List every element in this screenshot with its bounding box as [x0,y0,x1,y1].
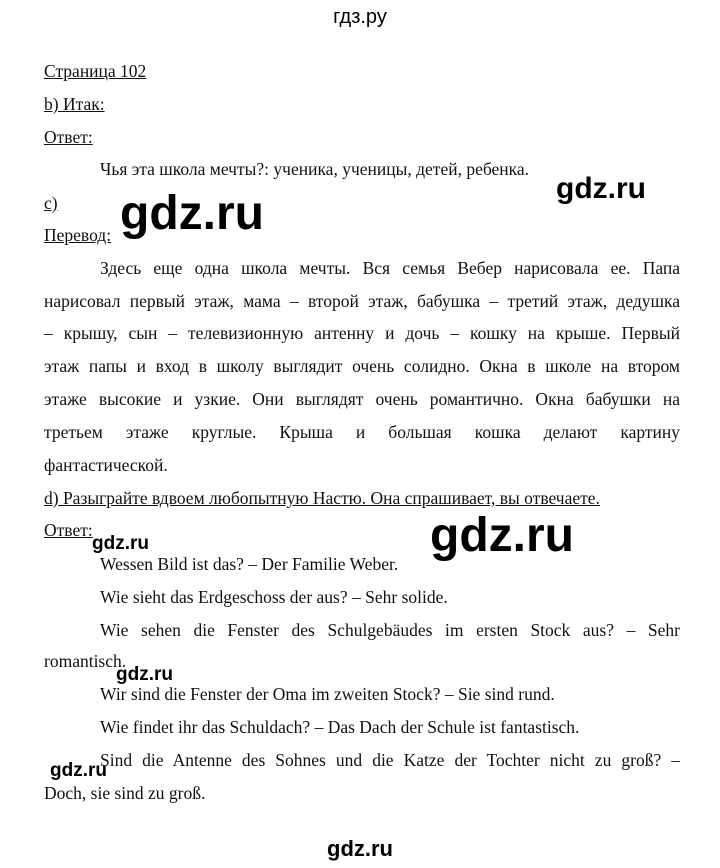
site-footer[interactable]: gdz.ru [327,836,393,861]
paragraph-line: нарисовал первый этаж, мама – второй этаж, бабушка – третий этаж, дедушка [44,291,680,311]
paragraph-line: третьем этаже круглые. Крыша и большая кошка делают картину [44,422,680,442]
section-d-heading: d) Разыграйте вдвоем любопытную Настю. Она спрашивает, вы отвечаете. [44,488,600,508]
dialog-line: Wie sieht das Erdgeschoss der aus? – Sehr solide. [100,587,448,607]
watermark: gdz.ru [556,172,646,205]
dialog-line: romantisch. [44,651,127,671]
section-b-answer-text: Чья эта школа мечты?: ученика, ученицы, детей, ребенка. [100,159,530,179]
watermark: gdz.ru [120,187,264,240]
paragraph-line: – крышу, сын – телевизионную антенну и дочь – кошку на крыше. Первый [44,323,680,343]
watermark: gdz.ru [92,533,149,554]
section-d-answer-label: Ответ: [44,520,93,540]
paragraph-line: этаже высокие и узкие. Они выглядят очень романтично. Окна бабушки на [44,389,680,409]
paragraph-line: Здесь еще одна школа мечты. Вся семья Вебер нарисовала ее. Папа [100,258,680,278]
watermark: gdz.ru [430,509,574,562]
dialog-line: Wie sehen die Fenster des Schulgebäudes im ersten Stock aus? – Sehr [100,620,680,640]
dialog-line: Wir sind die Fenster der Oma im zweiten Stock? – Sie sind rund. [100,684,555,704]
section-b-heading: b) Итак: [44,94,105,114]
section-b-answer-label: Ответ: [44,127,93,147]
watermark: gdz.ru [50,760,107,781]
dialog-line: Doch, sie sind zu groß. [44,783,206,803]
site-header[interactable]: гдз.ру [333,6,387,28]
section-c-translation-label: Перевод: [44,225,112,245]
dialog-line: Wessen Bild ist das? – Der Familie Weber. [100,554,399,574]
dialog-line: Sind die Antenne des Sohnes und die Katze der Tochter nicht zu groß? – [100,750,680,770]
dialog-line: Wie findet ihr das Schuldach? – Das Dach der Schule ist fantastisch. [100,717,580,737]
section-c-heading: c) [44,193,58,213]
page-label: Страница 102 [44,61,147,81]
paragraph-line: этаж папы и вход в школу выглядит очень солидно. Окна в школе на втором [44,356,680,376]
watermark: gdz.ru [116,664,173,685]
paragraph-line: фантастической. [44,455,168,475]
